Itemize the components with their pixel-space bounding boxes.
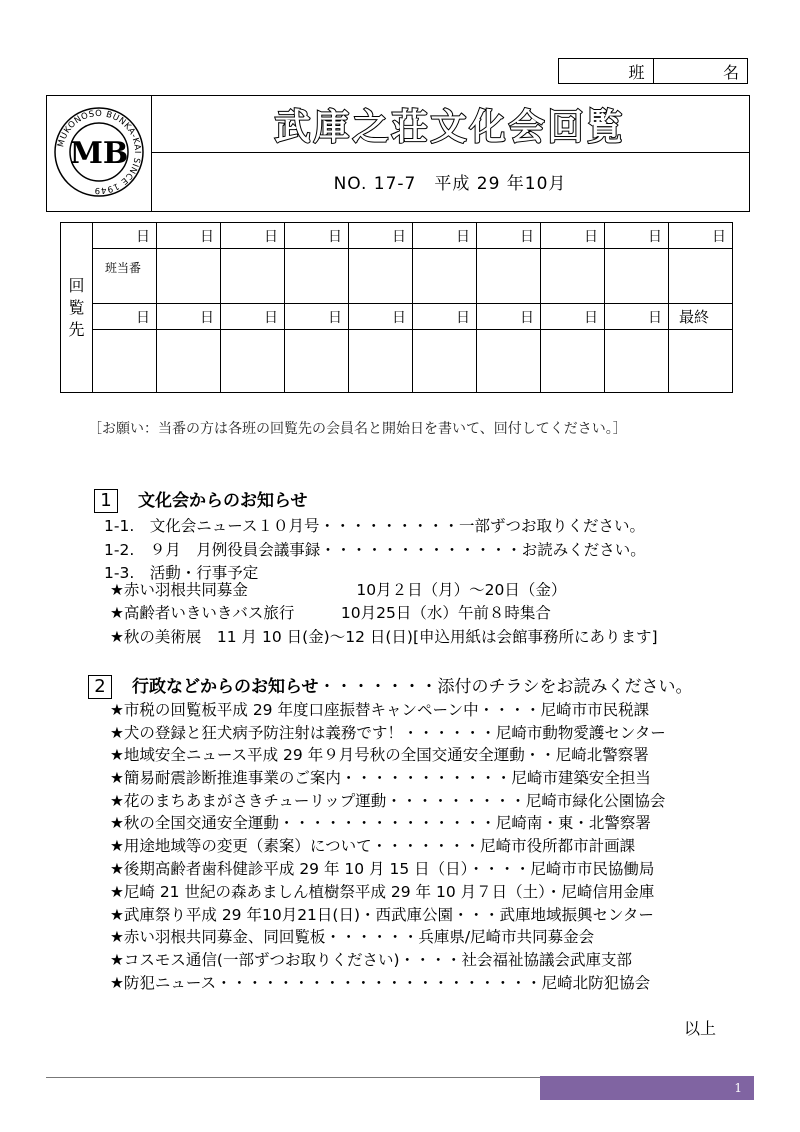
day-cell[interactable]: 日 <box>541 223 605 249</box>
notice-line: ★市税の回覧板平成 29 年度口座振替キャンペーン中・・・・尼崎市市民税課 <box>110 701 650 719</box>
page-number-bar <box>540 1076 754 1100</box>
circulation-side-label: 回 覧 先 <box>61 223 93 393</box>
name-cell[interactable] <box>669 330 733 393</box>
issue-number: NO. 17-7 平成 29 年10月 <box>333 174 567 194</box>
section1-line: ★高齢者いきいきバス旅行 10月25日（水）午前８時集合 <box>110 604 551 622</box>
name-cell[interactable] <box>413 330 477 393</box>
page-number: 1 <box>734 1081 742 1095</box>
day-cell[interactable]: 日 <box>221 223 285 249</box>
logo-ring-text: MUKONOSO BUNKA-KAI SINCE 1949 <box>56 108 143 196</box>
notice-line: ★防犯ニュース・・・・・・・・・・・・・・・・・・・・・尼崎北防犯協会 <box>110 974 651 992</box>
notice-line: ★赤い羽根共同募金、同回覧板・・・・・・兵庫県/尼崎市共同募金会 <box>110 928 595 946</box>
duty-label: 班当番 <box>105 261 142 275</box>
day-cell[interactable]: 日 <box>221 304 285 330</box>
name-cell[interactable] <box>477 249 541 304</box>
section2-title: 行政などからのお知らせ <box>132 677 319 697</box>
section1-line: 1-2. ９月 月例役員会議事録・・・・・・・・・・・・・お読みください。 <box>104 541 646 559</box>
section1-line: 1-3. 活動・行事予定 <box>104 564 259 582</box>
name-cell[interactable] <box>349 330 413 393</box>
logo-monogram: MB <box>69 136 129 171</box>
day-cell[interactable]: 日 <box>93 304 157 330</box>
section2-title-suffix: ・・・・・・・添付のチラシをお読みください。 <box>318 677 693 697</box>
name-cell[interactable] <box>669 249 733 304</box>
day-cell[interactable]: 日 <box>477 223 541 249</box>
notice-line: ★尼崎 21 世紀の森あましん植樹祭平成 29 年 10 月７日（土）・尼崎信用金庫 <box>110 883 655 901</box>
day-cell[interactable]: 日 <box>349 223 413 249</box>
section1-line: ★赤い羽根共同募金 10月２日（月）～20日（金） <box>110 581 567 599</box>
section1-line: ★秋の美術展 11 月 10 日(金)～12 日(日)[申込用紙は会館事務所にあります] <box>110 628 658 646</box>
day-cell[interactable]: 日 <box>413 304 477 330</box>
subtitle-row <box>151 152 749 211</box>
request-note: ［お願い：当番の方は各班の回覧先の会員名と開始日を書いて、回付してください。］ <box>88 421 627 437</box>
section1-heading <box>94 486 308 513</box>
day-cell[interactable]: 日 <box>285 223 349 249</box>
day-cell[interactable]: 日 <box>413 223 477 249</box>
notice-line: ★地域安全ニュース平成 29 年９月号秋の全国交通安全運動・・尼崎北警察署 <box>110 746 649 764</box>
notice-line: ★秋の全国交通安全運動・・・・・・・・・・・・・・尼崎南・東・北警察署 <box>110 814 651 832</box>
title-row <box>151 96 749 153</box>
name-cell[interactable] <box>541 249 605 304</box>
day-cell[interactable]: 日 <box>285 304 349 330</box>
name-cell[interactable] <box>349 249 413 304</box>
name-label: 名 <box>653 59 748 83</box>
name-cell[interactable] <box>221 249 285 304</box>
logo-seal <box>53 106 145 198</box>
han-label: 班 <box>628 62 645 82</box>
day-cell[interactable]: 日 <box>541 304 605 330</box>
day-cell[interactable]: 日 <box>93 223 157 249</box>
final-cell[interactable]: 最終 <box>669 304 733 330</box>
day-cell[interactable]: 日 <box>669 223 733 249</box>
section2-heading <box>88 672 693 699</box>
notice-line: ★簡易耐震診断推進事業のご案内・・・・・・・・・・・尼崎市建築安全担当 <box>110 769 651 787</box>
name-cell[interactable] <box>605 330 669 393</box>
day-cell[interactable]: 日 <box>157 304 221 330</box>
header-box <box>46 95 750 212</box>
name-cell[interactable] <box>157 249 221 304</box>
day-cell[interactable]: 日 <box>477 304 541 330</box>
closing-text: 以上 <box>684 1019 717 1038</box>
name-cell[interactable] <box>541 330 605 393</box>
section1-line: 1-1. 文化会ニュース１０月号・・・・・・・・・一部ずつお取りください。 <box>104 517 645 535</box>
notice-line: ★武庫祭り平成 29 年10月21日(日)・西武庫公園・・・武庫地域振興センター <box>110 906 654 924</box>
name-cell[interactable] <box>413 249 477 304</box>
name-cell[interactable] <box>605 249 669 304</box>
notice-line: ★花のまちあまがさきチューリップ運動・・・・・・・・・尼崎市緑化公園協会 <box>110 792 666 810</box>
day-cell[interactable]: 日 <box>605 223 669 249</box>
notice-line: ★後期高齢者歯科健診平成 29 年 10 月 15 日（日）・・・・尼崎市市民協働局 <box>110 860 655 878</box>
name-cell[interactable] <box>93 330 157 393</box>
notice-line: ★コスモス通信(一部ずつお取りください)・・・・社会福祉協議会武庫支部 <box>110 951 632 969</box>
day-cell[interactable]: 日 <box>349 304 413 330</box>
name-cell[interactable] <box>477 330 541 393</box>
section1-number: 1 <box>94 489 118 513</box>
logo-cell <box>47 96 152 211</box>
section1-title: 文化会からのお知らせ <box>138 491 308 511</box>
name-cell[interactable] <box>221 330 285 393</box>
notice-line: ★用途地域等の変更（素案）について・・・・・・・尼崎市役所都市計画課 <box>110 837 636 855</box>
duty-cell[interactable] <box>93 249 157 304</box>
name-cell[interactable] <box>157 330 221 393</box>
name-cell[interactable] <box>285 330 349 393</box>
page-title: 武庫之荘文化会回覧 <box>274 106 626 148</box>
circulation-table <box>60 222 733 393</box>
day-cell[interactable]: 日 <box>157 223 221 249</box>
day-cell[interactable]: 日 <box>605 304 669 330</box>
notice-line: ★犬の登録と狂犬病予防注射は義務です！・・・・・・尼崎市動物愛護センター <box>110 724 666 742</box>
name-cell[interactable] <box>285 249 349 304</box>
section2-number: 2 <box>88 675 112 699</box>
han-name-box <box>558 58 748 84</box>
